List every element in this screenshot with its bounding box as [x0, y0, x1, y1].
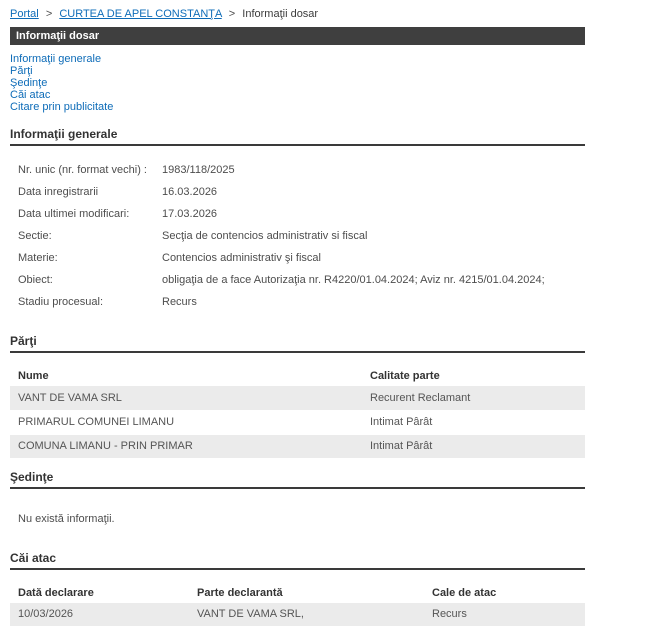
party-name: VANT DE VAMA SRL	[10, 386, 362, 410]
appeal-type: Recurs	[424, 603, 585, 627]
info-value: 17.03.2026	[162, 208, 218, 220]
info-label: Nr. unic (nr. format vechi) :	[18, 164, 147, 176]
appeal-party: VANT DE VAMA SRL,	[189, 603, 424, 627]
info-label: Materie:	[18, 252, 58, 264]
nav-link-cai-atac[interactable]: Căi atac	[10, 89, 51, 101]
parties-table	[10, 366, 585, 459]
breadcrumb	[10, 8, 647, 20]
party-role: Intimat Pârât	[362, 434, 585, 458]
table-row	[10, 386, 585, 410]
breadcrumb-separator: >	[45, 8, 53, 20]
info-label: Stadiu procesual:	[18, 296, 103, 308]
section-informatii-generale	[10, 127, 647, 318]
table-row	[10, 603, 585, 627]
info-row-materie	[10, 252, 585, 274]
hearings-empty-message: Nu există informaţii.	[18, 512, 115, 525]
parties-table-header-row	[10, 366, 585, 386]
section-sedinte	[10, 470, 647, 525]
info-label: Data ultimei modificari:	[18, 208, 130, 220]
appeal-date: 10/03/2026	[10, 603, 189, 627]
table-row	[10, 410, 585, 434]
info-row-data-inregistrarii	[10, 186, 585, 208]
info-row-stadiu-procesual	[10, 296, 585, 318]
nav-link-sedinte[interactable]: Şedinţe	[10, 77, 48, 89]
info-label: Data inregistrarii	[18, 186, 99, 198]
section-title-informatii-generale: Informaţii generale	[10, 127, 585, 146]
section-nav	[10, 53, 647, 113]
nav-link-parti[interactable]: Părţi	[10, 65, 33, 77]
party-role: Recurent Reclamant	[362, 386, 585, 410]
column-header-calitate-parte: Calitate parte	[362, 366, 585, 386]
info-value: Contencios administrativ şi fiscal	[162, 252, 321, 264]
general-info-list	[10, 164, 585, 318]
page-title-bar: Informaţii dosar	[10, 27, 585, 45]
nav-link-informatii-generale[interactable]: Informaţii generale	[10, 53, 102, 65]
breadcrumb-current: Informaţii dosar	[242, 8, 319, 20]
info-row-nr-unic	[10, 164, 585, 186]
info-value: Recurs	[162, 296, 197, 308]
info-value: Secţia de contencios administrativ si fiscal	[162, 230, 368, 242]
party-name: COMUNA LIMANU - PRIN PRIMAR	[10, 434, 362, 458]
breadcrumb-link-court[interactable]: CURTEA DE APEL CONSTANŢA	[59, 8, 222, 20]
info-label: Sectie:	[18, 230, 52, 242]
info-row-sectie	[10, 230, 585, 252]
section-title-sedinte: Şedinţe	[10, 470, 585, 489]
info-value: obligaţia de a face Autorizaţia nr. R4220/01.04.2024; Aviz nr. 4215/01.04.2024;	[162, 274, 545, 286]
section-cai-atac	[10, 551, 647, 628]
column-header-parte-declaranta: Parte declarantă	[189, 583, 424, 603]
appeals-table	[10, 583, 585, 628]
info-value: 16.03.2026	[162, 186, 218, 198]
column-header-nume: Nume	[10, 366, 362, 386]
section-title-cai-atac: Căi atac	[10, 551, 585, 570]
column-header-cale-de-atac: Cale de atac	[424, 583, 585, 603]
info-value: 1983/118/2025	[162, 164, 235, 176]
appeals-table-header-row	[10, 583, 585, 603]
info-row-obiect	[10, 274, 585, 296]
info-label: Obiect:	[18, 274, 53, 286]
info-row-data-ultimei-modificari	[10, 208, 585, 230]
section-title-parti: Părţi	[10, 334, 585, 353]
breadcrumb-link-portal[interactable]: Portal	[10, 8, 39, 20]
breadcrumb-separator: >	[228, 8, 236, 20]
column-header-data-declarare: Dată declarare	[10, 583, 189, 603]
nav-link-citare-prin-publicitate[interactable]: Citare prin publicitate	[10, 101, 114, 113]
party-role: Intimat Pârât	[362, 410, 585, 434]
section-parti	[10, 334, 647, 459]
table-row	[10, 434, 585, 458]
party-name: PRIMARUL COMUNEI LIMANU	[10, 410, 362, 434]
